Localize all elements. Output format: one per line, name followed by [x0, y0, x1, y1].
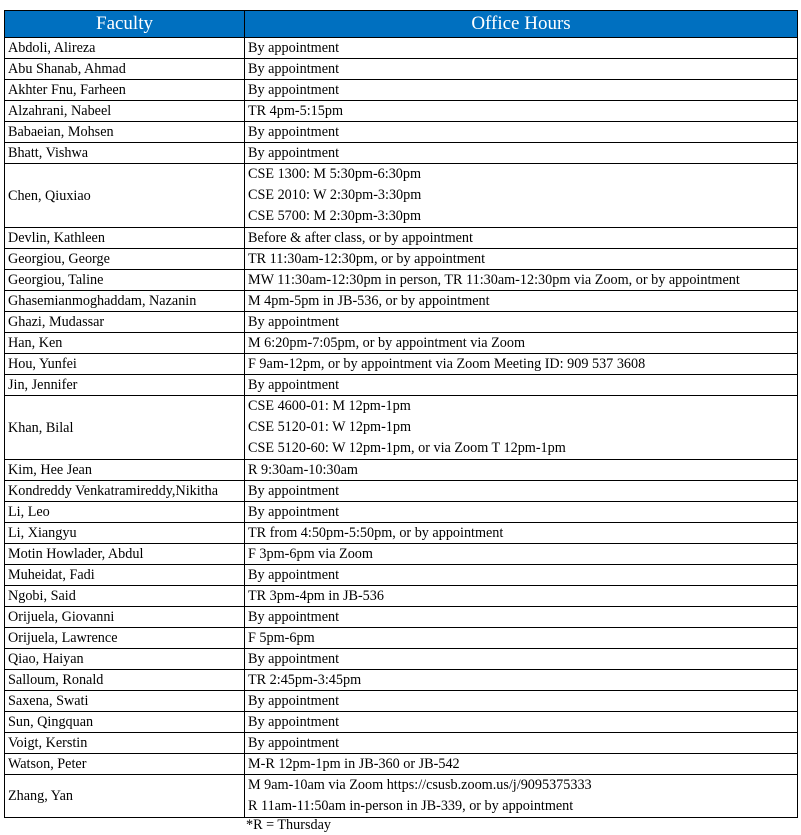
- office-hours-cell: TR from 4:50pm-5:50pm, or by appointment: [245, 523, 798, 544]
- office-hours-cell: By appointment: [245, 565, 798, 586]
- faculty-name-cell: Orijuela, Lawrence: [5, 628, 245, 649]
- office-hours-table: [4, 10, 798, 818]
- table-row: [5, 775, 798, 818]
- faculty-name-cell: Chen, Qiuxiao: [5, 164, 245, 228]
- table-row: [5, 38, 798, 59]
- office-hours-cell: MW 11:30am-12:30pm in person, TR 11:30am-12:30pm via Zoom, or by appointment: [245, 270, 798, 291]
- office-hours-cell: By appointment: [245, 649, 798, 670]
- faculty-name-cell: Ghazi, Mudassar: [5, 312, 245, 333]
- office-hours-cell: By appointment: [245, 733, 798, 754]
- faculty-name-cell: Jin, Jennifer: [5, 375, 245, 396]
- office-hours-cell: [245, 775, 798, 818]
- table-row: [5, 502, 798, 523]
- table-row: [5, 733, 798, 754]
- office-hours-line: CSE 4600-01: M 12pm-1pm: [248, 398, 411, 414]
- office-hours-line: CSE 5120-01: W 12pm-1pm: [248, 419, 412, 435]
- faculty-name-cell: Sun, Qingquan: [5, 712, 245, 733]
- faculty-name-cell: Orijuela, Giovanni: [5, 607, 245, 628]
- faculty-name-cell: Watson, Peter: [5, 754, 245, 775]
- faculty-name-cell: Alzahrani, Nabeel: [5, 101, 245, 122]
- faculty-name-cell: Li, Leo: [5, 502, 245, 523]
- table-body: [5, 38, 798, 818]
- faculty-name-cell: Devlin, Kathleen: [5, 228, 245, 249]
- table-row: [5, 544, 798, 565]
- table-row: [5, 691, 798, 712]
- faculty-name-cell: Zhang, Yan: [5, 775, 245, 818]
- faculty-name-cell: Georgiou, George: [5, 249, 245, 270]
- faculty-name-cell: Qiao, Haiyan: [5, 649, 245, 670]
- faculty-name-cell: Abdoli, Alireza: [5, 38, 245, 59]
- table-row: [5, 143, 798, 164]
- office-hours-cell: By appointment: [245, 607, 798, 628]
- faculty-name-cell: Muheidat, Fadi: [5, 565, 245, 586]
- table-row: [5, 249, 798, 270]
- faculty-name-cell: Georgiou, Taline: [5, 270, 245, 291]
- faculty-name-cell: Ghasemianmoghaddam, Nazanin: [5, 291, 245, 312]
- table-row: [5, 122, 798, 143]
- table-row: [5, 354, 798, 375]
- office-hours-cell: TR 2:45pm-3:45pm: [245, 670, 798, 691]
- faculty-name-cell: Kim, Hee Jean: [5, 460, 245, 481]
- table-row: [5, 101, 798, 122]
- table-row: [5, 586, 798, 607]
- faculty-name-cell: Motin Howlader, Abdul: [5, 544, 245, 565]
- table-row: [5, 80, 798, 101]
- office-hours-line: CSE 2010: W 2:30pm-3:30pm: [248, 187, 422, 203]
- faculty-column-header: Faculty: [5, 11, 245, 38]
- faculty-name-cell: Ngobi, Said: [5, 586, 245, 607]
- office-hours-cell: M 4pm-5pm in JB-536, or by appointment: [245, 291, 798, 312]
- faculty-name-cell: Saxena, Swati: [5, 691, 245, 712]
- table-row: [5, 670, 798, 691]
- faculty-name-cell: Akhter Fnu, Farheen: [5, 80, 245, 101]
- table-row: [5, 565, 798, 586]
- office-hours-cell: R 9:30am-10:30am: [245, 460, 798, 481]
- table-row: [5, 396, 798, 460]
- office-hours-line: R 11am-11:50am in-person in JB-339, or by appointment: [248, 798, 574, 814]
- table-row: [5, 59, 798, 80]
- faculty-name-cell: Han, Ken: [5, 333, 245, 354]
- faculty-name-cell: Khan, Bilal: [5, 396, 245, 460]
- office-hours-cell: By appointment: [245, 312, 798, 333]
- office-hours-column-header: Office Hours: [245, 11, 798, 38]
- office-hours-line: CSE 5700: M 2:30pm-3:30pm: [248, 208, 422, 224]
- office-hours-cell: TR 3pm-4pm in JB-536: [245, 586, 798, 607]
- table-row: [5, 228, 798, 249]
- table-row: [5, 333, 798, 354]
- office-hours-cell: By appointment: [245, 375, 798, 396]
- faculty-name-cell: Babaeian, Mohsen: [5, 122, 245, 143]
- office-hours-cell: [245, 396, 798, 460]
- office-hours-cell: By appointment: [245, 712, 798, 733]
- office-hours-line: CSE 5120-60: W 12pm-1pm, or via Zoom T 12pm-1pm: [248, 440, 566, 456]
- faculty-name-cell: Abu Shanab, Ahmad: [5, 59, 245, 80]
- office-hours-cell: By appointment: [245, 143, 798, 164]
- faculty-name-cell: Voigt, Kerstin: [5, 733, 245, 754]
- office-hours-cell: F 5pm-6pm: [245, 628, 798, 649]
- faculty-name-cell: Bhatt, Vishwa: [5, 143, 245, 164]
- footnote: *R = Thursday: [246, 817, 331, 833]
- office-hours-cell: TR 11:30am-12:30pm, or by appointment: [245, 249, 798, 270]
- office-hours-line: CSE 1300: M 5:30pm-6:30pm: [248, 166, 422, 182]
- table-row: [5, 291, 798, 312]
- table-header-row: [5, 11, 798, 38]
- office-hours-cell: Before & after class, or by appointment: [245, 228, 798, 249]
- faculty-name-cell: Li, Xiangyu: [5, 523, 245, 544]
- office-hours-cell: By appointment: [245, 38, 798, 59]
- office-hours-cell: [245, 164, 798, 228]
- table-row: [5, 628, 798, 649]
- table-row: [5, 754, 798, 775]
- table-row: [5, 523, 798, 544]
- office-hours-cell: By appointment: [245, 122, 798, 143]
- office-hours-cell: F 3pm-6pm via Zoom: [245, 544, 798, 565]
- table-row: [5, 375, 798, 396]
- faculty-name-cell: Kondreddy Venkatramireddy,Nikitha: [5, 481, 245, 502]
- faculty-name-cell: Salloum, Ronald: [5, 670, 245, 691]
- table-row: [5, 607, 798, 628]
- table-row: [5, 164, 798, 228]
- office-hours-cell: By appointment: [245, 502, 798, 523]
- table-row: [5, 712, 798, 733]
- table-row: [5, 649, 798, 670]
- office-hours-cell: By appointment: [245, 59, 798, 80]
- office-hours-cell: M-R 12pm-1pm in JB-360 or JB-542: [245, 754, 798, 775]
- faculty-name-cell: Hou, Yunfei: [5, 354, 245, 375]
- office-hours-cell: F 9am-12pm, or by appointment via Zoom Meeting ID: 909 537 3608: [245, 354, 798, 375]
- office-hours-line: M 9am-10am via Zoom https://csusb.zoom.us/j/9095375333: [248, 777, 592, 793]
- office-hours-cell: M 6:20pm-7:05pm, or by appointment via Zoom: [245, 333, 798, 354]
- office-hours-cell: By appointment: [245, 80, 798, 101]
- table-row: [5, 460, 798, 481]
- table-row: [5, 481, 798, 502]
- table-row: [5, 312, 798, 333]
- office-hours-cell: TR 4pm-5:15pm: [245, 101, 798, 122]
- office-hours-cell: By appointment: [245, 691, 798, 712]
- office-hours-cell: By appointment: [245, 481, 798, 502]
- table-row: [5, 270, 798, 291]
